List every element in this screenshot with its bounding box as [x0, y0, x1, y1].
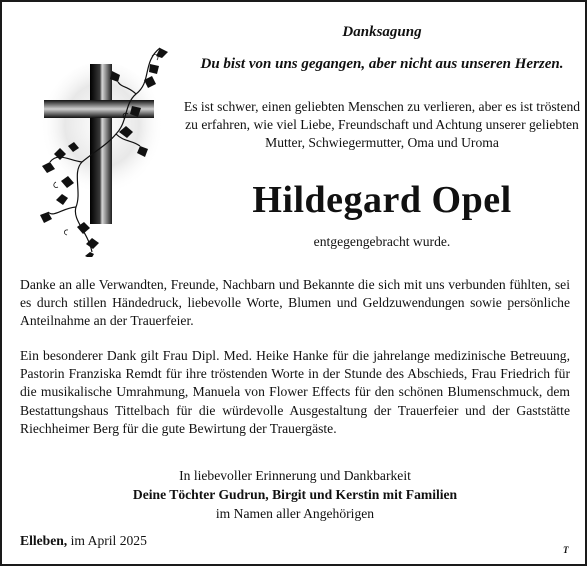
- publisher-mark-icon: T: [563, 545, 569, 555]
- subtitle: Du bist von uns gegangen, aber nicht aus unseren Herzen.: [200, 56, 564, 72]
- deceased-name: Hildegard Opel: [252, 179, 512, 221]
- place-town: Elleben,: [20, 533, 68, 548]
- place-date-text: im April 2025: [70, 533, 147, 548]
- signature-line-2: Deine Töchter Gudrun, Birgit und Kerstin mit Familien: [132, 487, 458, 502]
- cross-with-ivy-icon: [32, 42, 172, 257]
- thanks-paragraph: Danke an alle Verwandten, Freunde, Nachbarn und Bekannte die sich mit uns verbunden fühlten, sei es durch stillen Händedruck, liebevolle Worte, Blumen und Geldzuwendungen sowie persönliche Anteilnahme an der Trauerfeier.: [20, 277, 570, 329]
- after-name-text: entgegengebracht wurde.: [313, 234, 451, 249]
- place-date: [20, 533, 147, 549]
- signature-line-3: im Namen aller Angehörigen: [215, 506, 375, 521]
- page-title: Danksagung: [342, 24, 422, 40]
- signature-line-1: In liebevoller Erinnerung und Dankbarkeit: [179, 468, 411, 483]
- special-thanks-paragraph: Ein besonderer Dank gilt Frau Dipl. Med. Heike Hanke für die jahrelange medizinische Betreuung, Pastorin Franziska Remdt für ihre tröstenden Worte in der Stunde des Abschieds, Frau Friedrich für die musikalische Umrahmung, Manuela von Flower Effects für den schönen Blumenschmuck, dem Bestattungshaus Tittelbach für die würdevolle Ausgestaltung der Trauerfeier und der Gaststätte Riechheimer Berg für die gute Bewirtung der Trauergäste.: [20, 348, 570, 436]
- intro-text: Es ist schwer, einen geliebten Menschen zu verlieren, aber es ist tröstend zu erfahren, wie viel Liebe, Freundschaft und Achtung unserer geliebten Mutter, Schwiegermutter, Oma und Uroma: [183, 99, 581, 150]
